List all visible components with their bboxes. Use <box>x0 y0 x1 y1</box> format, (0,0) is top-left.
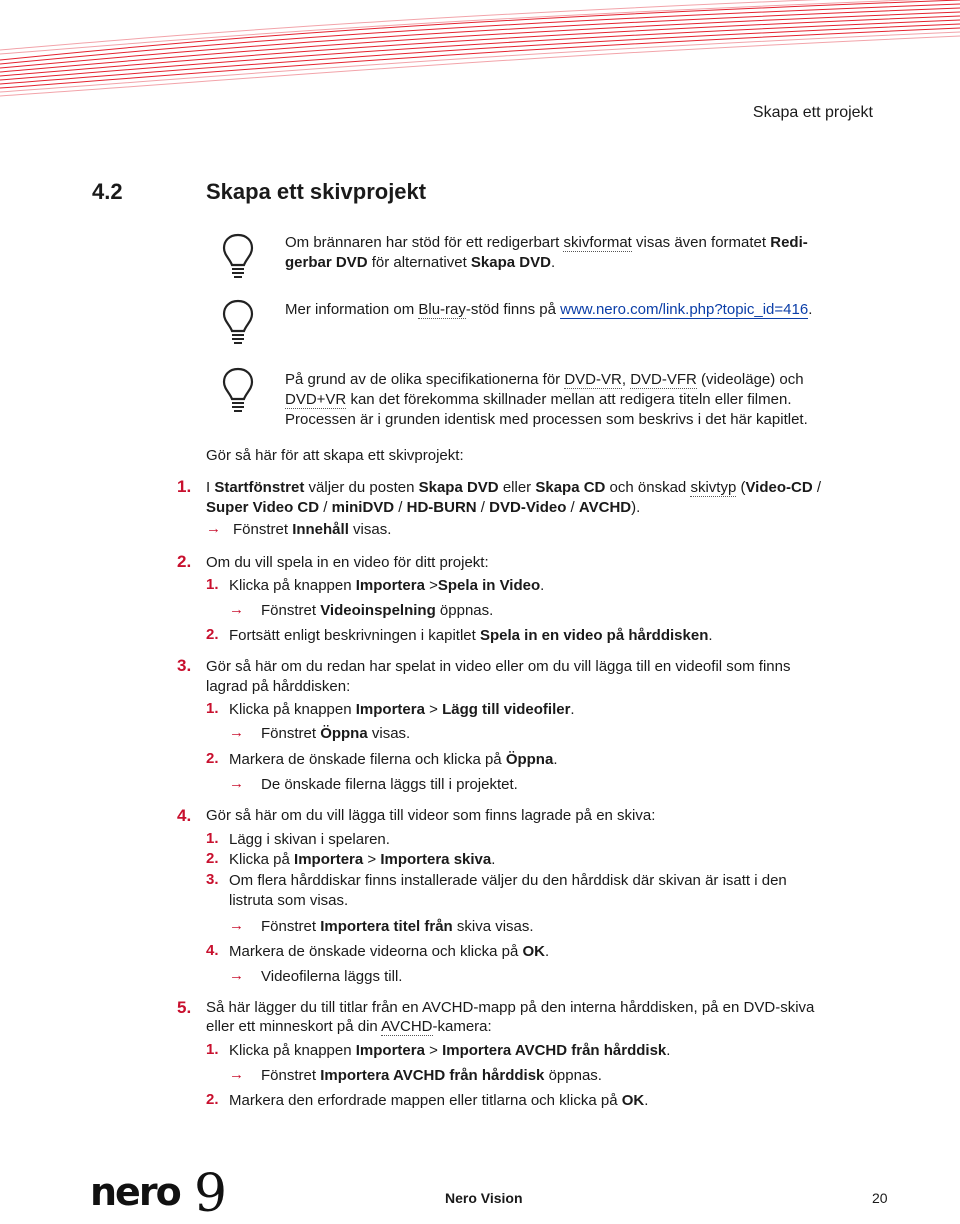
result-arrow-icon: → <box>229 917 244 934</box>
result-arrow-icon: → <box>229 1066 244 1083</box>
step-4: Gör så här om du vill lägga till videor som finns lagrade på en skiva: <box>206 807 656 824</box>
step-5: Så här lägger du till titlar från en AVCHD-mapp på den interna hårddisken, på en DVD-skiva <box>206 999 815 1016</box>
step-number: 3. <box>177 656 192 675</box>
tip-3-line-2: DVD+VR kan det förekomma skillnader mellan att redigera titeln eller filmen. <box>285 391 792 408</box>
nero-logo <box>90 1164 230 1224</box>
substep-number: 1. <box>206 1041 219 1058</box>
lightbulb-icon <box>221 366 255 416</box>
step-5-1: Klicka på knappen Importera > Importera AVCHD från hårddisk. <box>229 1042 671 1059</box>
substep-number: 1. <box>206 576 219 593</box>
footer-product-name: Nero Vision <box>445 1190 523 1206</box>
step-number: 1. <box>177 477 192 496</box>
tip-1: Om brännaren har stöd för ett redigerbart skivformat visas även formatet Redi- <box>285 234 808 251</box>
nero-logo-number: 9 <box>194 1164 228 1224</box>
result-arrow-icon: → <box>206 520 221 537</box>
step-4-2: Klicka på Importera > Importera skiva. <box>229 851 496 868</box>
step-4-3-line-2: listruta som visas. <box>229 892 349 909</box>
lightbulb-icon <box>221 232 255 282</box>
step-number: 2. <box>177 552 192 571</box>
step-3-1: Klicka på knappen Importera > Lägg till videofiler. <box>229 701 575 718</box>
step-number: 5. <box>177 998 192 1017</box>
step-4-4-result: Videofilerna läggs till. <box>261 968 403 985</box>
footer-page-number: 20 <box>872 1190 888 1206</box>
step-2-2: Fortsätt enligt beskrivningen i kapitlet Spela in en video på hårddisken. <box>229 627 713 644</box>
step-4-1: Lägg i skivan i spelaren. <box>229 831 390 848</box>
lightbulb-icon <box>221 298 255 348</box>
tip-2: Mer information om Blu-ray-stöd finns på www.nero.com/link.php?topic_id=416. <box>285 301 813 318</box>
result-arrow-icon: → <box>229 775 244 792</box>
substep-number: 2. <box>206 750 219 767</box>
step-2-1-result: Fönstret Videoinspelning öppnas. <box>261 602 494 619</box>
step-3-1-result: Fönstret Öppna visas. <box>261 725 411 742</box>
step-2-1: Klicka på knappen Importera >Spela in Video. <box>229 577 545 594</box>
result-arrow-icon: → <box>229 724 244 741</box>
section-title: Skapa ett skivprojekt <box>206 179 427 204</box>
step-4-4: Markera de önskade videorna och klicka på OK. <box>229 943 550 960</box>
substep-number: 2. <box>206 1091 219 1108</box>
header-wave-decoration <box>0 0 960 110</box>
step-5-1-result: Fönstret Importera AVCHD från hårddisk öppnas. <box>261 1067 602 1084</box>
tip-3: På grund av de olika specifikationerna för DVD-VR, DVD-VFR (videoläge) och <box>285 371 804 388</box>
step-5-line-2: eller ett minneskort på din AVCHD-kamera: <box>206 1018 492 1035</box>
step-4-3-result: Fönstret Importera titel från skiva visas. <box>261 918 534 935</box>
step-1-line-2: Super Video CD / miniDVD / HD-BURN / DVD-Video / AVCHD). <box>206 499 641 516</box>
substep-number: 2. <box>206 850 219 867</box>
step-3-2-result: De önskade filerna läggs till i projektet. <box>261 776 518 793</box>
nero-logo-text: nero <box>90 1170 180 1214</box>
step-4-3: Om flera hårddiskar finns installerade väljer du den hårddisk där skivan är isatt i den <box>229 872 787 889</box>
step-2: Om du vill spela in en video för ditt projekt: <box>206 554 489 571</box>
substep-number: 3. <box>206 871 219 888</box>
result-arrow-icon: → <box>229 967 244 984</box>
step-3-line-2: lagrad på hårddisken: <box>206 678 351 695</box>
step-number: 4. <box>177 806 192 825</box>
section-number: 4.2 <box>92 179 123 204</box>
step-3-2: Markera de önskade filerna och klicka på Öppna. <box>229 751 558 768</box>
substep-number: 1. <box>206 830 219 847</box>
substep-number: 4. <box>206 942 219 959</box>
result-arrow-icon: → <box>229 601 244 618</box>
substep-number: 2. <box>206 626 219 643</box>
topic-link[interactable]: www.nero.com/link.php?topic_id=416 <box>560 301 809 318</box>
step-1: I Startfönstret väljer du posten Skapa DVD eller Skapa CD och önskad skivtyp (Video-CD / <box>206 479 822 496</box>
step-1-result: Fönstret Innehåll visas. <box>233 521 392 538</box>
header-chapter-title: Skapa ett projekt <box>752 104 873 121</box>
step-5-2: Markera den erfordrade mappen eller titlarna och klicka på OK. <box>229 1092 649 1109</box>
tip-3-line-3: Processen är i grunden identisk med processen som beskrivs i det här kapitlet. <box>285 411 808 428</box>
step-3: Gör så här om du redan har spelat in video eller om du vill lägga till en videofil som finns <box>206 658 791 675</box>
tip-1-line-2: gerbar DVD för alternativet Skapa DVD. <box>285 254 556 271</box>
intro-text: Gör så här för att skapa ett skivprojekt: <box>206 447 464 464</box>
substep-number: 1. <box>206 700 219 717</box>
